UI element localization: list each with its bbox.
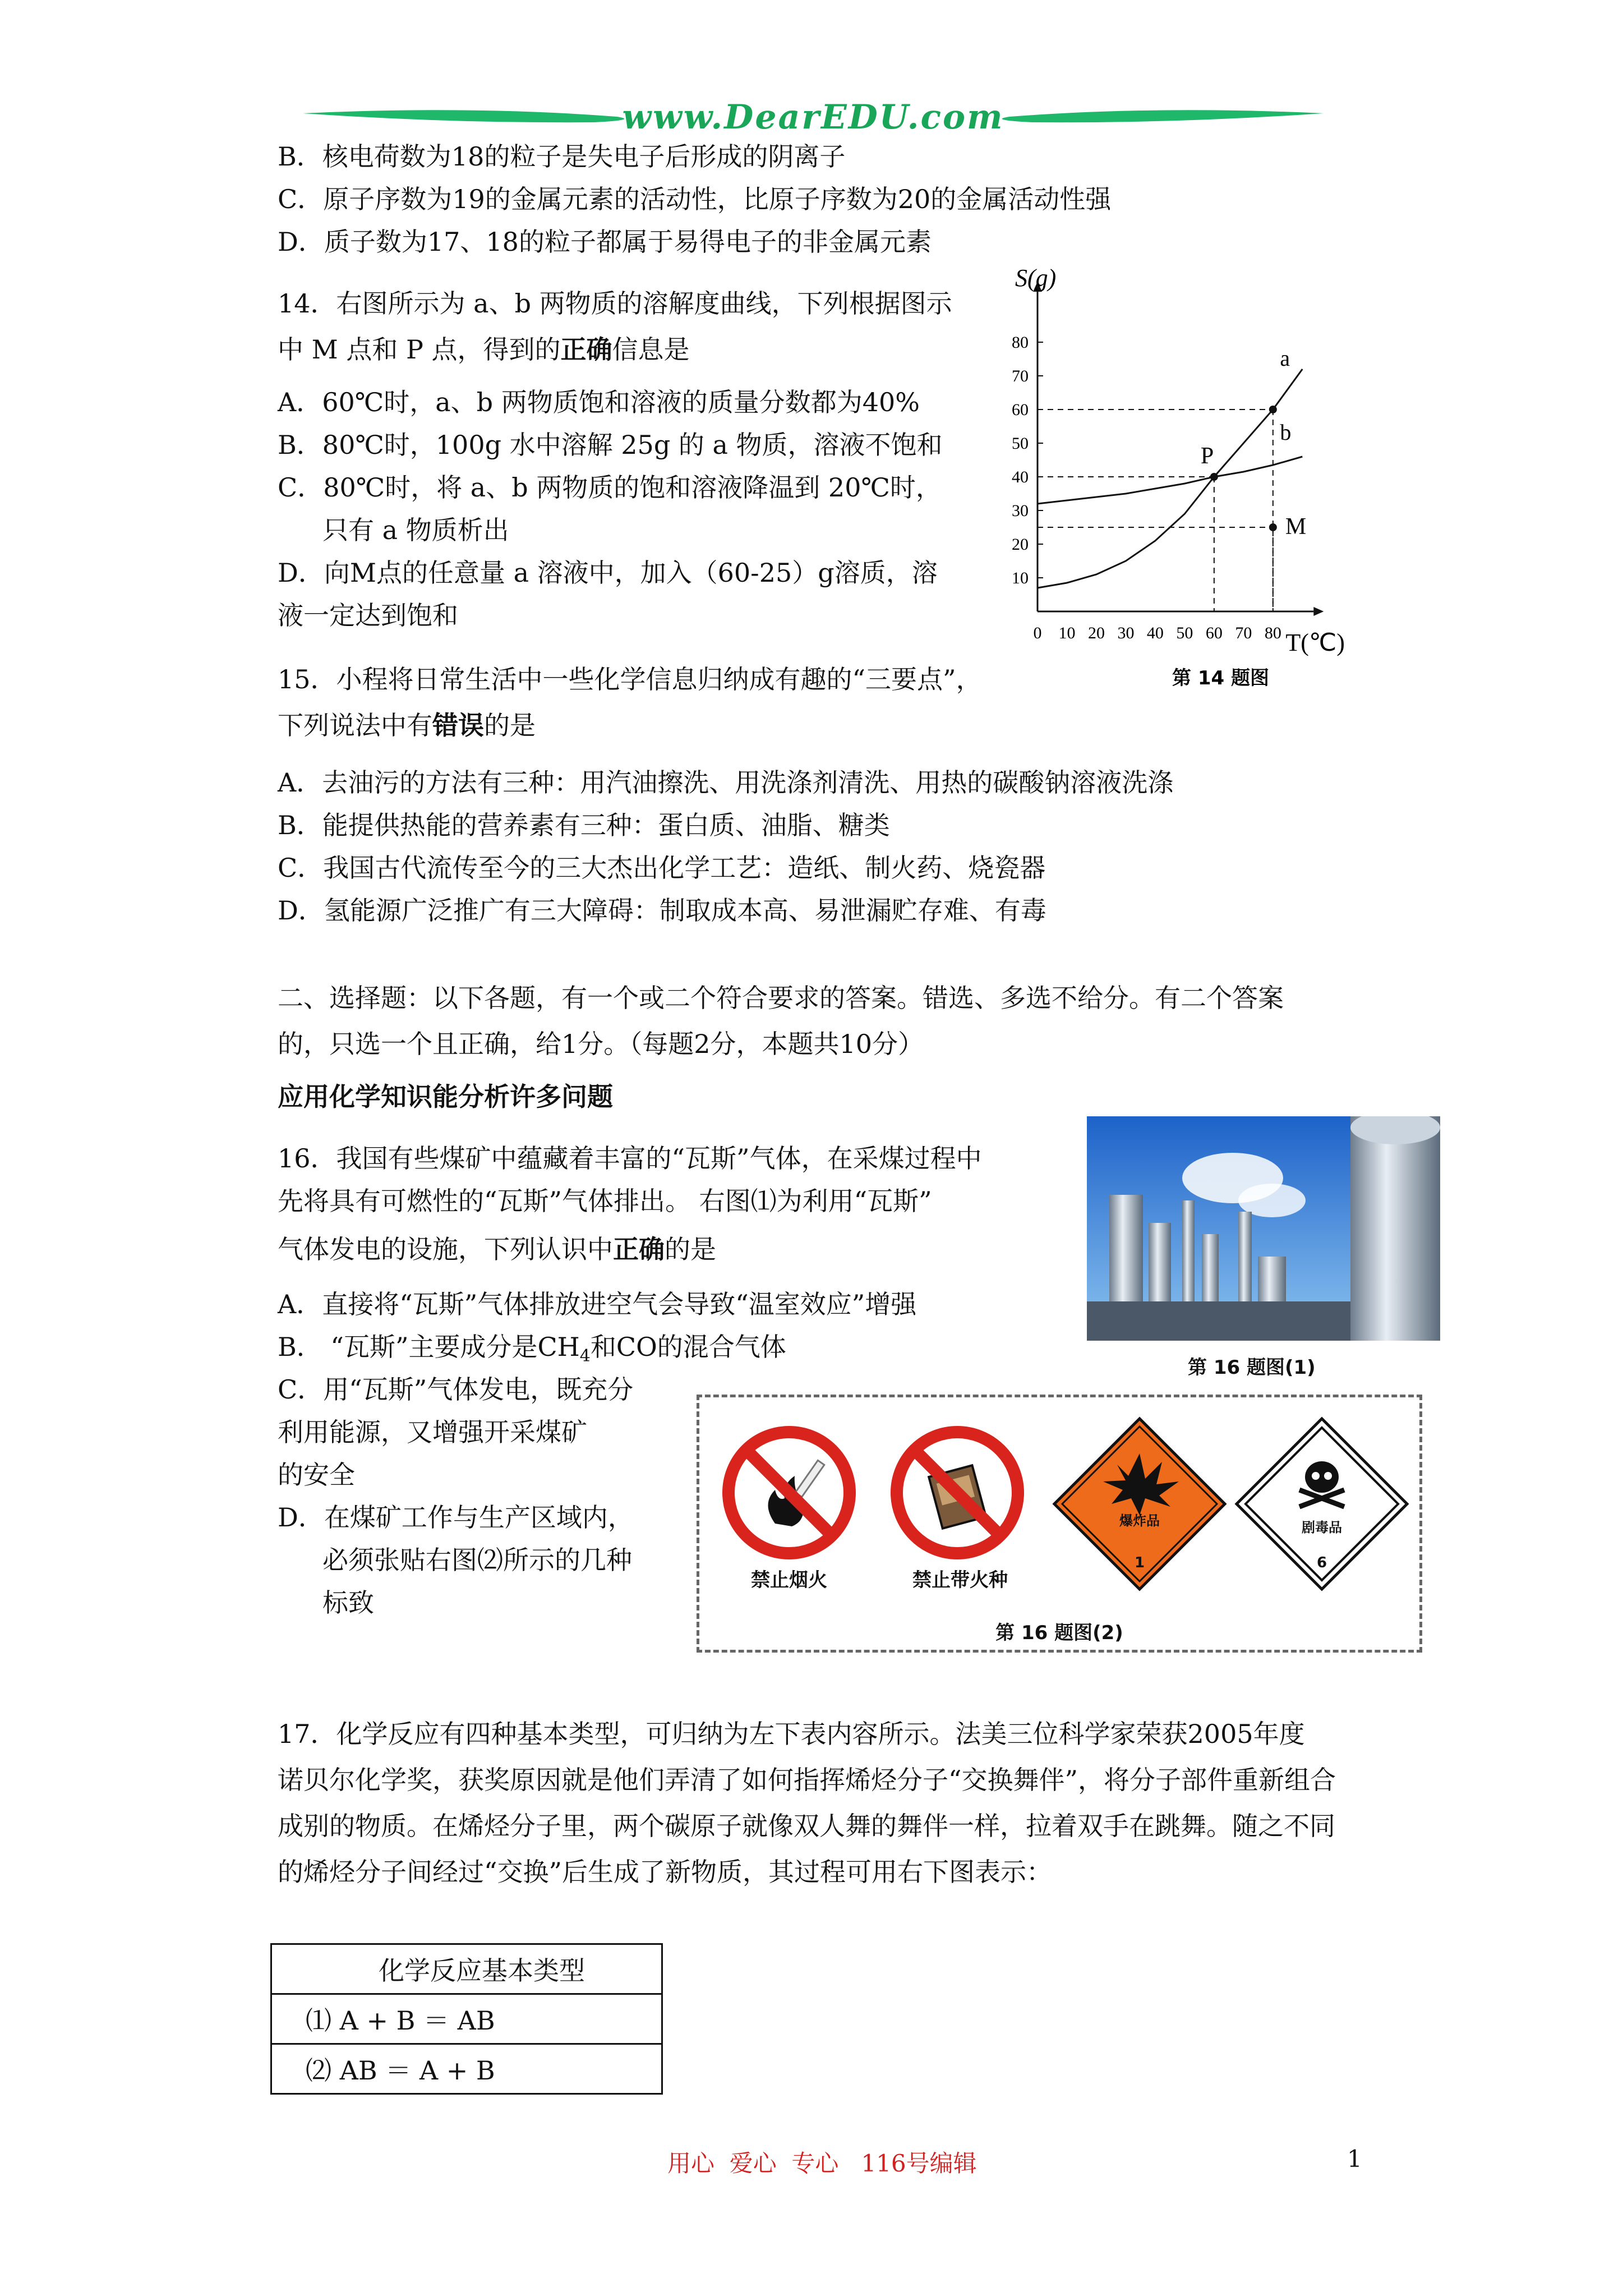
q17-line2: 诺贝尔化学奖，获奖原因就是他们弄清了如何指挥烯烃分子“交换舞伴”，将分子部件重新组合	[278, 1765, 1336, 1795]
x-tick-label: 60	[1205, 624, 1223, 642]
site-logo: www.DearEDU.com	[622, 98, 1004, 137]
series-label-b: b	[1280, 420, 1292, 445]
y-axis-label: S(g)	[1015, 264, 1057, 292]
y-tick-label: 50	[1012, 434, 1029, 453]
solubility-chart	[998, 247, 1424, 696]
table-row: ⑴ A + B ＝ AB	[271, 1994, 662, 2044]
q16-stem-line3: 气体发电的设施，下列认识中正确的是	[278, 1234, 716, 1264]
no-fire-label: 禁止烟火	[751, 1569, 827, 1591]
point-label-P: P	[1200, 443, 1214, 469]
toxic-hazard-sign	[1232, 1414, 1412, 1594]
reaction-types-table-header: 化学反应基本类型	[271, 1944, 662, 1994]
no-fire-sign	[716, 1425, 862, 1594]
q14-option-c-line1: C．80℃时，将 a、b 两物质的饱和溶液降温到 20℃时，	[278, 472, 942, 503]
warning-signs-panel	[697, 1395, 1422, 1653]
q14-stem-line1: 14．右图所示为 a、b 两物质的溶解度曲线，下列根据图示	[278, 288, 952, 319]
chart-caption: 第 14 题图	[1172, 667, 1269, 689]
explosive-hazard-sign	[1050, 1414, 1229, 1594]
q14-option-b: B．80℃时，100g 水中溶解 25g 的 a 物质，溶液不饱和	[278, 430, 943, 460]
toxic-class-number: 6	[1316, 1554, 1327, 1571]
q15-option-c: C．我国古代流传至今的三大杰出化学工艺：造纸、制火药、烧瓷器	[278, 853, 1046, 883]
x-axis-arrow	[1313, 607, 1324, 616]
section2-subtitle: 应用化学知识能分析许多问题	[278, 1082, 613, 1112]
series-line-b	[1038, 457, 1302, 504]
q15-stem-line2: 下列说法中有错误的是	[278, 710, 536, 740]
q16-option-c-line1: C．用“瓦斯”气体发电，既充分	[278, 1374, 634, 1405]
series-label-a: a	[1280, 346, 1290, 371]
q13-option-c: C．原子序数为19的金属元素的活动性，比原子序数为20的金属活动性强	[278, 184, 1112, 214]
q17-line4: 的烯烃分子间经过“交换”后生成了新物质，其过程可用右下图表示：	[278, 1857, 1053, 1887]
data-point	[1269, 406, 1277, 413]
y-tick-label: 80	[1012, 333, 1029, 352]
section2-instructions-line2: 的，只选一个且正确，给1分。（每题2分，本题共10分）	[278, 1029, 924, 1059]
y-tick-label: 10	[1012, 569, 1029, 587]
x-tick-label: 80	[1264, 624, 1281, 642]
q14-option-d-line1: D．向M点的任意量 a 溶液中，加入（60-25）g溶质，溶	[278, 558, 938, 588]
table-row: ⑵ AB ＝ A + B	[271, 2044, 662, 2094]
explosive-class-number: 1	[1134, 1554, 1145, 1571]
x-tick-label: 0	[1033, 624, 1042, 642]
q16-stem-line1: 16．我国有些煤矿中蕴藏着丰富的“瓦斯”气体，在采煤过程中	[278, 1143, 982, 1174]
x-tick-label: 30	[1117, 624, 1135, 642]
q17-line3: 成别的物质。在烯烃分子里，两个碳原子就像双人舞的舞伴一样，拉着双手在跳舞。随之不同	[278, 1811, 1335, 1841]
x-tick-label: 50	[1176, 624, 1193, 642]
series-line-a	[1038, 369, 1302, 588]
y-tick-label: 60	[1012, 401, 1029, 419]
q14-option-a: A．60℃时，a、b 两物质饱和溶液的质量分数都为40%	[278, 387, 920, 417]
data-point	[1210, 473, 1218, 481]
q14-stem-line2: 中 M 点和 P 点，得到的正确信息是	[278, 334, 690, 365]
y-tick-label: 70	[1012, 367, 1029, 385]
header-banner	[303, 98, 1324, 140]
x-tick-label: 10	[1058, 624, 1076, 642]
q15-stem-line1: 15．小程将日常生活中一些化学信息归纳成有趣的“三要点”，	[278, 664, 982, 694]
q16-option-c-line3: 的安全	[278, 1460, 355, 1490]
toxic-label: 剧毒品	[1302, 1520, 1342, 1535]
explosive-label: 爆炸品	[1119, 1513, 1160, 1529]
q15-option-a: A．去油污的方法有三种：用汽油擦洗、用洗涤剂清洗、用热的碳酸钠溶液洗涤	[278, 767, 1174, 798]
q13-option-d: D．质子数为17、18的粒子都属于易得电子的非金属元素	[278, 227, 932, 257]
q14-option-d-line2: 液一定达到饱和	[278, 600, 458, 631]
x-tick-label: 20	[1087, 624, 1105, 642]
figure16-2-caption: 第 16 题图(2)	[995, 1622, 1123, 1644]
no-matches-icon	[884, 1425, 1030, 1560]
q17-line1: 17．化学反应有四种基本类型，可归纳为左下表内容所示。法美三位科学家荣获2005年度	[278, 1719, 1305, 1749]
q16-option-c-line2: 利用能源，又增强开采煤矿	[278, 1417, 587, 1447]
reaction-types-table	[270, 1943, 663, 2095]
no-kindling-label: 禁止带火种	[912, 1569, 1008, 1591]
q16-stem-line2: 先将具有可燃性的“瓦斯”气体排出。 右图⑴为利用“瓦斯”	[278, 1186, 932, 1216]
y-tick-label: 20	[1012, 535, 1029, 554]
q16-option-b: B． “瓦斯”主要成分是$CH_4$和CO的混合气体	[278, 1332, 786, 1366]
q16-option-d-line1: D．在煤矿工作与生产区域内，	[278, 1502, 634, 1533]
y-tick-label: 40	[1012, 468, 1029, 486]
gas-power-plant-photo	[1087, 1116, 1440, 1341]
point-label-M: M	[1285, 514, 1307, 540]
figure16-1-caption: 第 16 题图(1)	[1188, 1356, 1316, 1379]
q15-option-b: B．能提供热能的营养素有三种：蛋白质、油脂、糖类	[278, 810, 890, 840]
q15-option-d: D．氢能源广泛推广有三大障碍：制取成本高、易泄漏贮存难、有毒	[278, 895, 1046, 926]
q16-option-d-line3: 标致	[322, 1588, 374, 1618]
no-kindling-sign	[884, 1425, 1036, 1594]
q13-option-b: B．核电荷数为18的粒子是失电子后形成的阴离子	[278, 141, 846, 172]
page-number: 1	[1347, 2145, 1362, 2173]
footer-editor-note: 用心 爱心 专心 116号编辑	[667, 2150, 977, 2177]
x-tick-label: 40	[1146, 624, 1164, 642]
q16-option-a: A．直接将“瓦斯”气体排放进空气会导致“温室效应”增强	[278, 1289, 917, 1319]
x-axis-label: T(℃)	[1285, 629, 1345, 656]
q16-option-d-line2: 必须张贴右图⑵所示的几种	[322, 1545, 632, 1575]
q14-option-c-line2: 只有 a 物质析出	[322, 515, 509, 545]
section2-instructions-line1: 二、选择题：以下各题，有一个或二个符合要求的答案。错选、多选不给分。有二个答案	[278, 983, 1284, 1013]
no-fire-icon	[716, 1425, 862, 1560]
x-tick-label: 70	[1235, 624, 1252, 642]
y-tick-label: 30	[1012, 501, 1029, 520]
